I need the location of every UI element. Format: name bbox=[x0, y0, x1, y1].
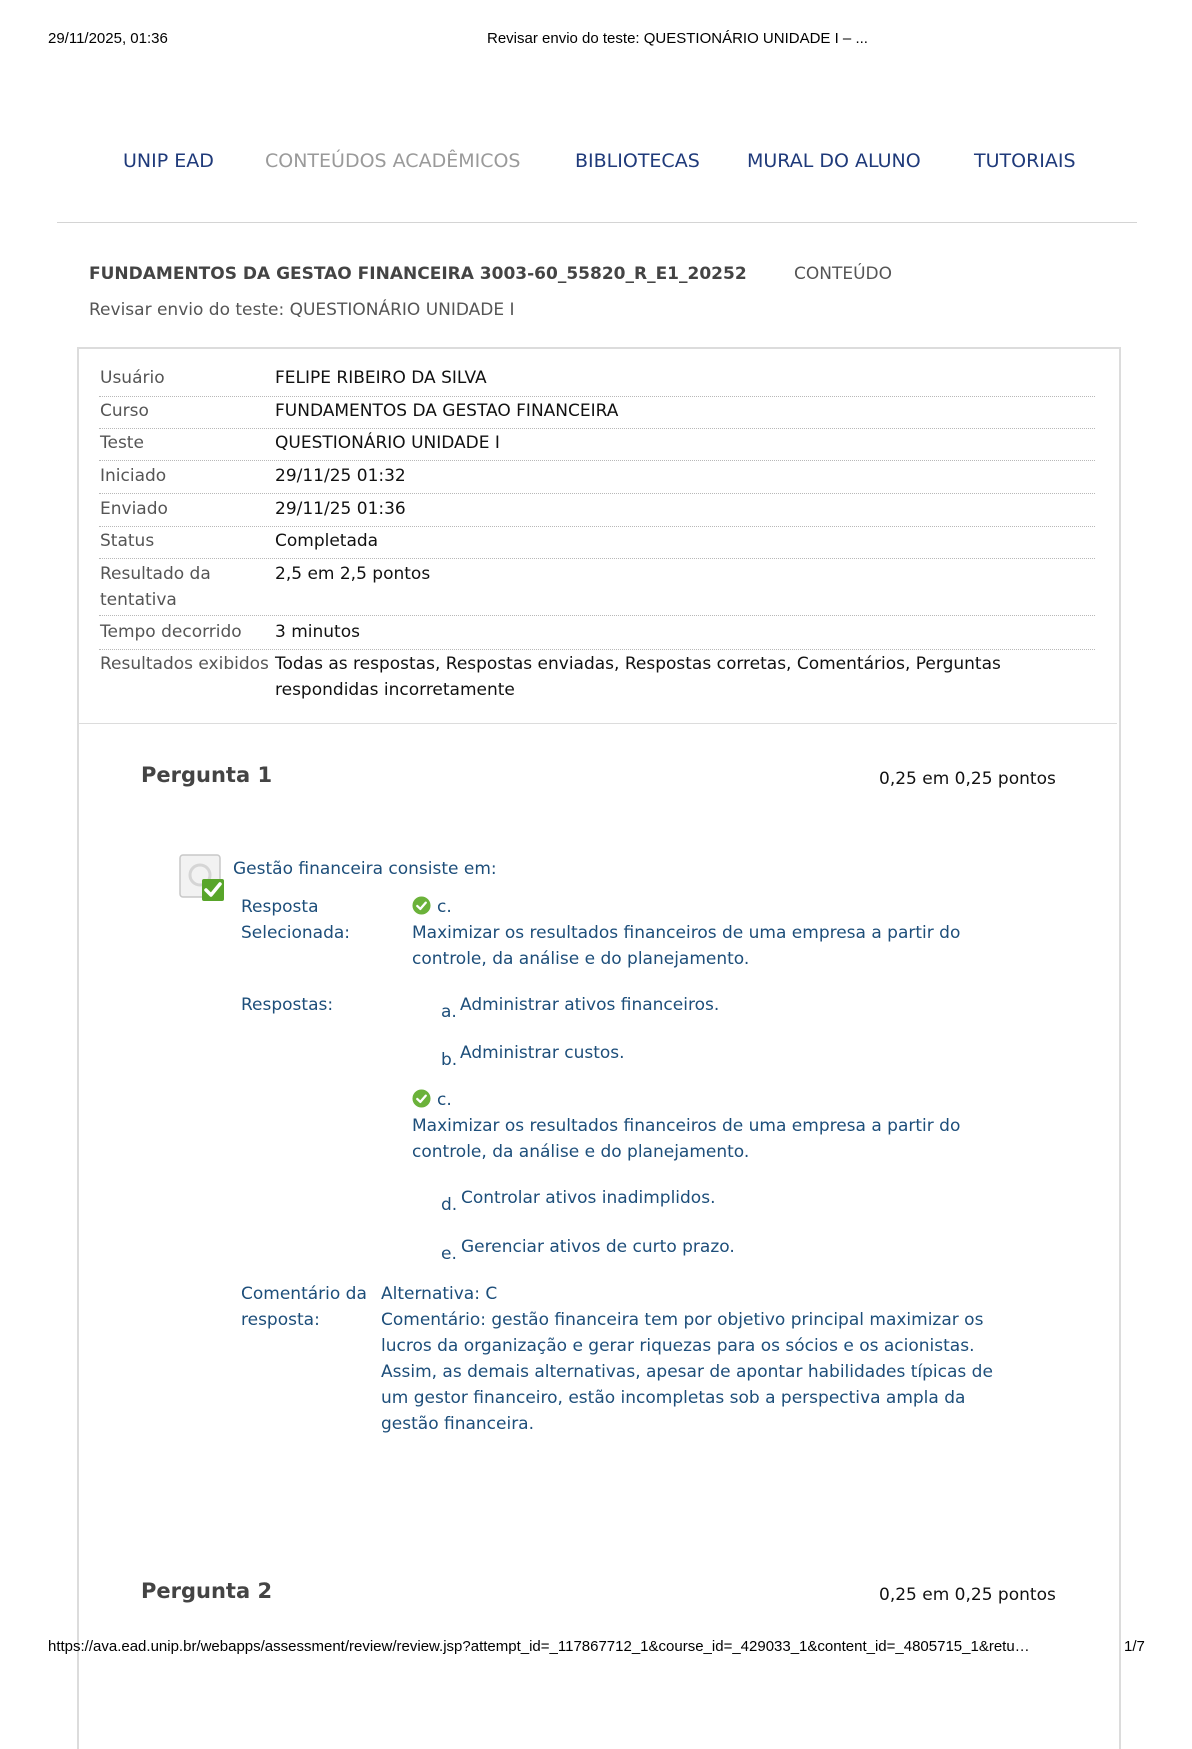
comment-alternative: Alternativa: C bbox=[381, 1284, 498, 1304]
option-d-text: Controlar ativos inadimplidos. bbox=[461, 1188, 716, 1208]
info-value: Completada bbox=[275, 531, 379, 551]
info-value: 3 minutos bbox=[275, 622, 360, 642]
info-row-usuario bbox=[99, 365, 1095, 397]
info-row-enviado bbox=[99, 496, 1095, 527]
check-icon bbox=[412, 896, 431, 915]
top-nav bbox=[0, 150, 1192, 180]
selected-answer-text: Maximizar os resultados financeiros de uma empresa a partir do controle, da análise e do planejamento. bbox=[412, 923, 961, 969]
info-value: FUNDAMENTOS DA GESTAO FINANCEIRA bbox=[275, 401, 619, 421]
info-value: 29/11/25 01:36 bbox=[275, 499, 406, 519]
selected-letter-text: c. bbox=[437, 897, 452, 917]
check-icon bbox=[412, 1089, 431, 1108]
option-c-letter bbox=[412, 1087, 452, 1113]
info-label: Enviado bbox=[100, 499, 168, 519]
info-label: Resultado da tentativa bbox=[100, 564, 211, 610]
info-value: 2,5 em 2,5 pontos bbox=[275, 564, 431, 584]
info-label: Curso bbox=[100, 401, 149, 421]
info-label: Resultados exibidos bbox=[100, 654, 269, 674]
nav-divider bbox=[57, 222, 1137, 223]
content-link[interactable]: CONTEÚDO bbox=[794, 264, 893, 284]
comment-label: Comentário da resposta: bbox=[241, 1284, 367, 1330]
info-value: 29/11/25 01:32 bbox=[275, 466, 406, 486]
option-a-letter: a. bbox=[441, 1002, 457, 1022]
print-datetime: 29/11/2025, 01:36 bbox=[48, 30, 168, 47]
option-e-text: Gerenciar ativos de curto prazo. bbox=[461, 1237, 735, 1257]
info-row-curso bbox=[99, 398, 1095, 429]
info-row-resultado bbox=[99, 561, 1095, 616]
option-c-text: Maximizar os resultados financeiros de uma empresa a partir do controle, da análise e do planejamento. bbox=[412, 1116, 961, 1162]
option-e-letter: e. bbox=[441, 1244, 457, 1264]
info-label: Status bbox=[100, 531, 155, 551]
course-title[interactable]: FUNDAMENTOS DA GESTAO FINANCEIRA 3003-60_55820_R_E1_20252 bbox=[89, 264, 747, 284]
option-c-letter-text: c. bbox=[437, 1090, 452, 1110]
page-url: https://ava.ead.unip.br/webapps/assessment/review/review.jsp?attempt_id=_117867712_1&course_id=_429033_1&content_id=_4805715_1&retu… bbox=[48, 1638, 1030, 1655]
question-2-score: 0,25 em 0,25 pontos bbox=[879, 1585, 1056, 1605]
print-title: Revisar envio do teste: QUESTIONÁRIO UNIDADE I – ... bbox=[487, 30, 868, 47]
info-row-tempo bbox=[99, 619, 1095, 650]
option-a-text: Administrar ativos financeiros. bbox=[460, 995, 720, 1015]
info-row-iniciado bbox=[99, 463, 1095, 494]
option-d-letter: d. bbox=[441, 1195, 458, 1215]
info-value: FELIPE RIBEIRO DA SILVA bbox=[275, 368, 487, 388]
question-1-title: Pergunta 1 bbox=[141, 763, 273, 787]
comment-text: Comentário: gestão financeira tem por objetivo principal maximizar os lucros da organização e gerar riquezas para os sócios e os acionistas. Assim, as demais alternativas, apesar de apontar habilidades típicas de um gestor financeiro, estão incompletas sob a perspectiva ampla da gestão financeira. bbox=[381, 1310, 993, 1434]
page-title: Revisar envio do teste: QUESTIONÁRIO UNIDADE I bbox=[89, 300, 515, 320]
selected-answer-letter bbox=[412, 894, 452, 920]
info-label: Tempo decorrido bbox=[100, 622, 242, 642]
nav-conteudos-academicos[interactable]: CONTEÚDOS ACADÊMICOS bbox=[265, 150, 521, 172]
nav-bibliotecas[interactable]: BIBLIOTECAS bbox=[575, 150, 700, 172]
info-row-resultados-exibidos bbox=[99, 651, 1095, 705]
correct-answer-icon bbox=[178, 853, 228, 903]
info-row-teste bbox=[99, 430, 1095, 461]
info-row-status bbox=[99, 528, 1095, 559]
print-header bbox=[0, 30, 1192, 50]
info-value: QUESTIONÁRIO UNIDADE I bbox=[275, 433, 500, 453]
info-value: Todas as respostas, Respostas enviadas, Respostas corretas, Comentários, Perguntas respondidas incorretamente bbox=[275, 654, 1001, 700]
page-number: 1/7 bbox=[1124, 1638, 1145, 1655]
info-label: Iniciado bbox=[100, 466, 167, 486]
nav-unip-ead[interactable]: UNIP EAD bbox=[123, 150, 214, 172]
nav-tutoriais[interactable]: TUTORIAIS bbox=[974, 150, 1076, 172]
info-label: Teste bbox=[100, 433, 144, 453]
question-1-prompt: Gestão financeira consiste em: bbox=[233, 859, 497, 879]
info-label: Usuário bbox=[100, 368, 165, 388]
print-footer bbox=[0, 1638, 1192, 1658]
question-1-score: 0,25 em 0,25 pontos bbox=[879, 769, 1056, 789]
option-b-text: Administrar custos. bbox=[460, 1043, 625, 1063]
answers-label: Respostas: bbox=[241, 995, 334, 1015]
nav-mural-do-aluno[interactable]: MURAL DO ALUNO bbox=[747, 150, 921, 172]
selected-answer-label: Resposta Selecionada: bbox=[241, 897, 351, 943]
question-2-title: Pergunta 2 bbox=[141, 1579, 273, 1603]
option-b-letter: b. bbox=[441, 1050, 458, 1070]
